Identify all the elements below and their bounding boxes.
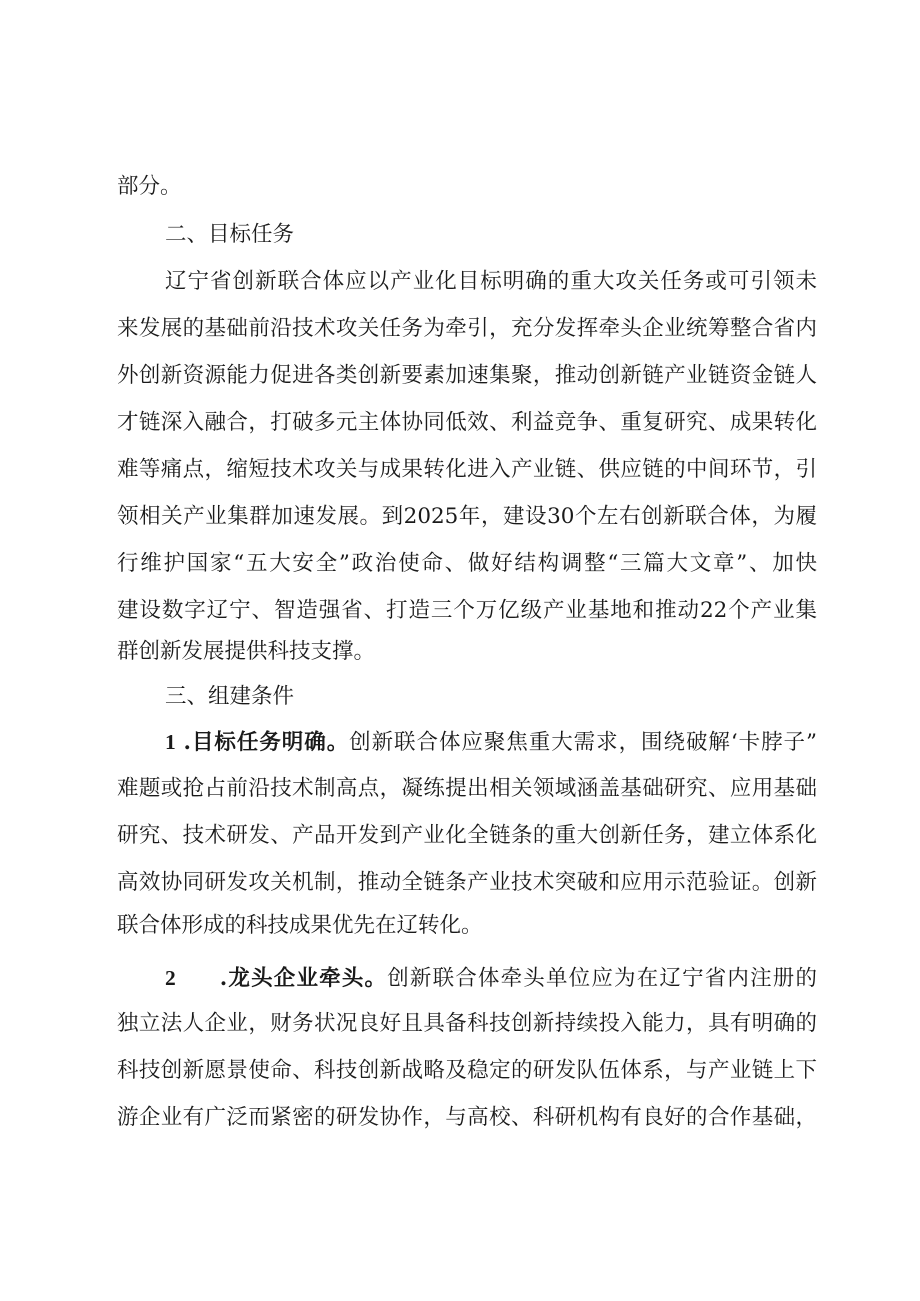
paragraph-line: 外创新资源能力促进各类创新要素加速集聚，推动创新链产业链资金链人 — [117, 363, 817, 388]
paragraph-line: 联合体形成的科技成果优先在辽转化。 — [117, 913, 483, 938]
section-3-heading: 三、组建条件 — [165, 684, 295, 709]
paragraph-line: 难等痛点，缩短技术攻关与成果转化进入产业链、供应链的中间环节，引 — [117, 457, 817, 482]
paragraph-line: 游企业有广泛而紧密的研发协作，与高校、科研机构有良好的合作基础， — [117, 1105, 817, 1130]
paragraph-line: 独立法人企业，财务状况良好且具备科技创新持续投入能力，具有明确的 — [117, 1011, 817, 1036]
paragraph-line: 来发展的基础前沿技术攻关任务为牵引，充分发挥牵头企业统筹整合省内 — [117, 316, 817, 341]
paragraph-line: 群创新发展提供科技支撑。 — [117, 639, 376, 664]
paragraph-line: 科技创新愿景使命、科技创新战略及稳定的研发队伍体系，与产业链上下 — [117, 1058, 817, 1083]
item-2-number: 2 — [165, 966, 176, 990]
item-2-first-line — [165, 958, 817, 998]
paragraph-line: 建设数字辽宁、智造强省、打造三个万亿级产业基地和推动22个产业集 — [117, 598, 817, 623]
carry-over-line: 部分。 — [117, 174, 182, 199]
item-1-first-line — [165, 722, 817, 762]
paragraph-line: 领相关产业集群加速发展。到2025年，建设30个左右创新联合体，为履 — [117, 504, 817, 529]
paragraph-line: 才链深入融合，打破多元主体协同低效、利益竞争、重复研究、成果转化 — [117, 410, 817, 435]
paragraph-line: 研究、技术研发、产品开发到产业化全链条的重大创新任务，建立体系化 — [117, 823, 817, 848]
item-1-number: 1 — [165, 730, 176, 754]
item-1-title: .目标任务明确。 — [183, 730, 350, 755]
paragraph-line: 高效协同研发攻关机制，推动全链条产业技术突破和应用示范验证。创新 — [117, 870, 817, 895]
paragraph-line: 行维护国家“五大安全”政治使命、做好结构调整“三篇大文章”、加快 — [117, 551, 817, 576]
item-2-title: .龙头企业牵头。 — [219, 966, 388, 991]
item-2-first-text: 创新联合体牵头单位应为在辽宁省内注册的 — [387, 966, 817, 991]
section-2-heading: 二、目标任务 — [165, 222, 295, 247]
item-1-first-text: 创新联合体应聚焦重大需求，围绕破解‘卡脖子” — [349, 730, 817, 755]
paragraph-line: 难题或抢占前沿技术制高点，凝练提出相关领域涵盖基础研究、应用基础 — [117, 776, 817, 801]
paragraph-line: 辽宁省创新联合体应以产业化目标明确的重大攻关任务或可引领未 — [165, 269, 817, 294]
